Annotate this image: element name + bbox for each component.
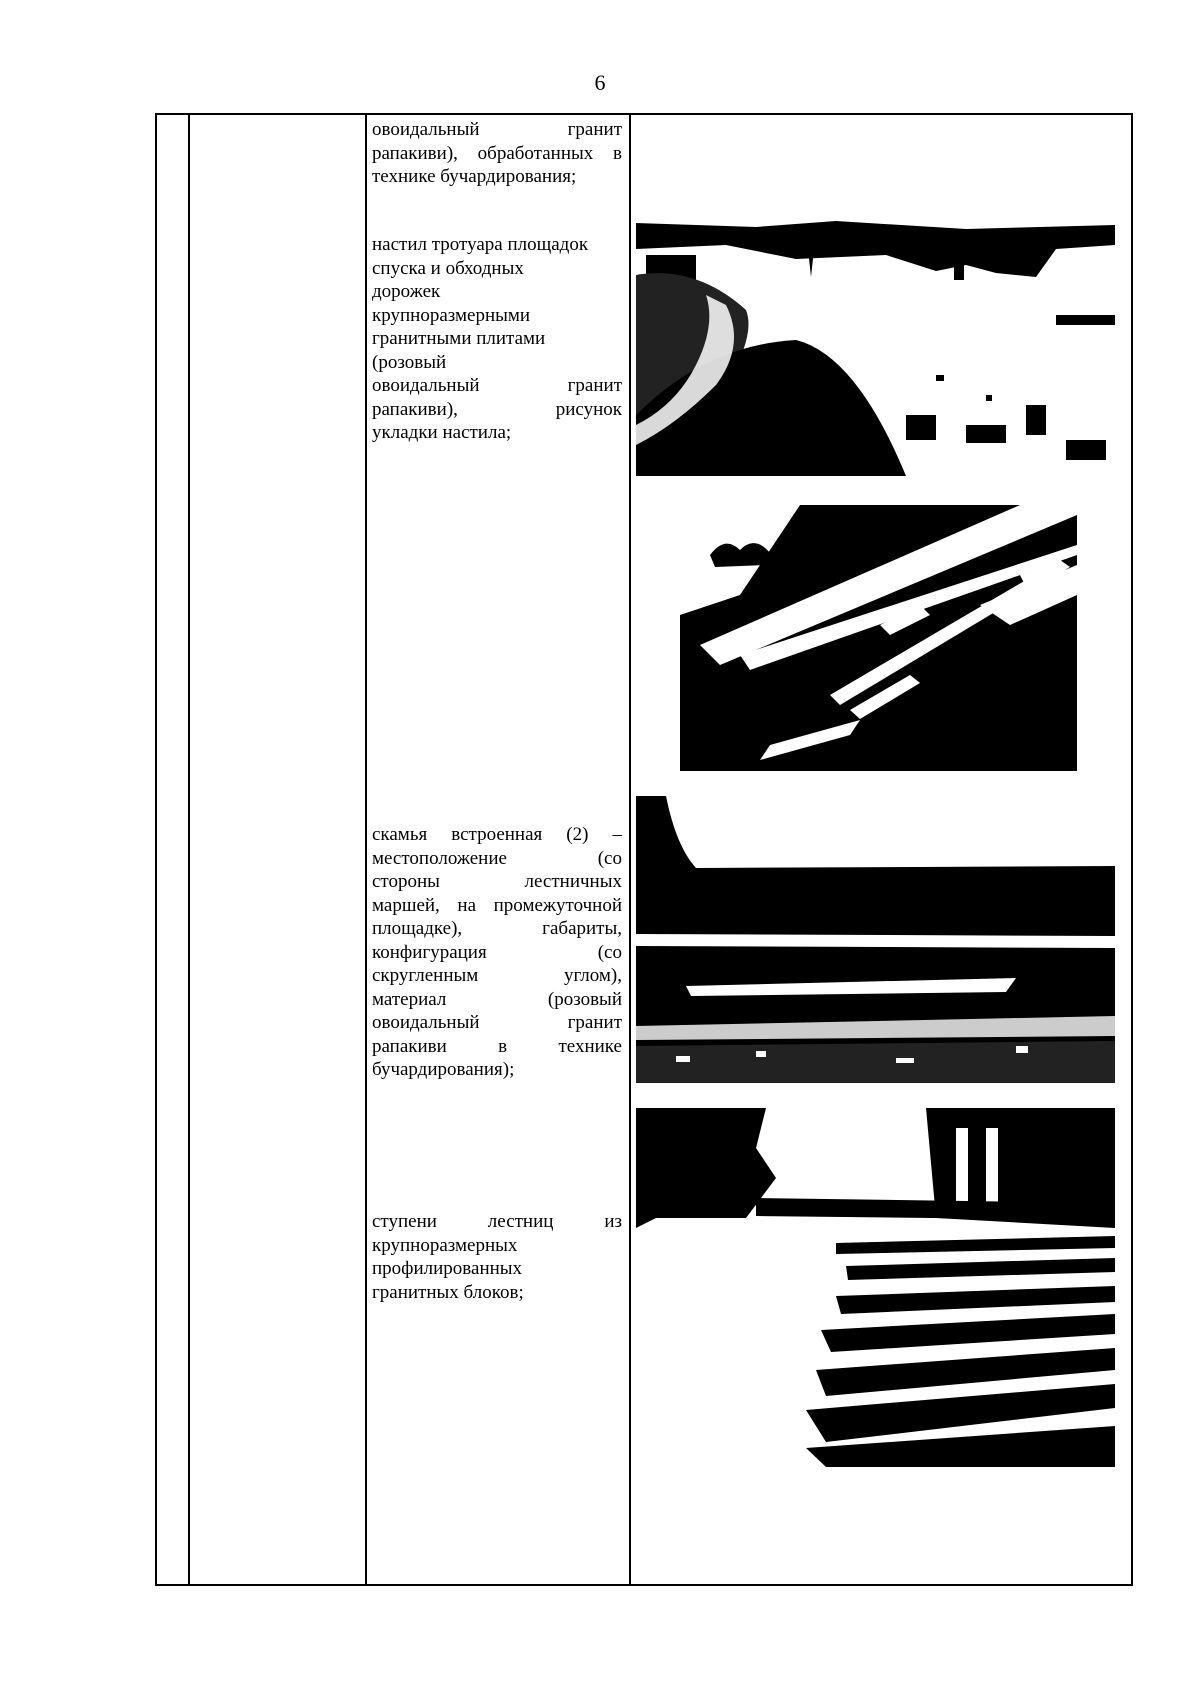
text-line: ступени лестниц из <box>372 1211 622 1232</box>
text-line: дорожек <box>372 281 441 302</box>
photo-aerial-pavement <box>680 505 1077 771</box>
text-line: овоидальный гранит <box>372 375 622 396</box>
photo-built-in-bench <box>636 796 1115 1083</box>
text-line: скамья встроенная (2) – <box>372 824 622 845</box>
text-line: настил тротуара площадок <box>372 234 589 255</box>
text-line: крупноразмерными <box>372 304 531 326</box>
text-line: профилированных <box>372 1258 523 1279</box>
description-column <box>372 118 622 1578</box>
text-line: рапакиви в технике <box>372 1035 622 1057</box>
page-number: 6 <box>594 70 606 95</box>
photo-embankment-descent <box>636 215 1115 476</box>
text-line: гранитных блоков; <box>372 1281 524 1303</box>
text-line: укладки настила; <box>372 422 512 443</box>
text-line: площадке), габариты, <box>372 918 622 939</box>
text-line: рапакиви), обработанных в <box>372 142 622 164</box>
paragraph-pavement <box>372 233 622 445</box>
text-line: материал (розовый <box>372 988 622 1010</box>
text-line: бучардирования); <box>372 1059 515 1080</box>
text-line: скругленным углом), <box>372 965 622 986</box>
text-line: овоидальный гранит <box>372 1012 622 1033</box>
column-divider <box>365 115 367 1584</box>
text-line: стороны лестничных <box>372 871 622 892</box>
paragraph-granite-processing <box>372 118 622 189</box>
text-line: конфигурация (со <box>372 941 622 963</box>
text-line: маршей, на промежуточной <box>372 894 622 916</box>
photo-granite-steps <box>636 1108 1115 1467</box>
text-line: спуска и обходных <box>372 257 524 279</box>
text-line: (розовый <box>372 351 447 373</box>
paragraph-bench <box>372 823 622 1082</box>
paragraph-steps <box>372 1210 622 1304</box>
text-line: местоположение (со <box>372 847 622 869</box>
text-line: гранитными плитами <box>372 328 546 349</box>
column-divider <box>629 115 631 1584</box>
text-line: технике бучардирования; <box>372 166 577 187</box>
text-line: овоидальный гранит <box>372 119 622 140</box>
text-line: крупноразмерных <box>372 1234 518 1256</box>
column-divider <box>188 115 190 1584</box>
text-line: рапакиви), рисунок <box>372 398 622 420</box>
